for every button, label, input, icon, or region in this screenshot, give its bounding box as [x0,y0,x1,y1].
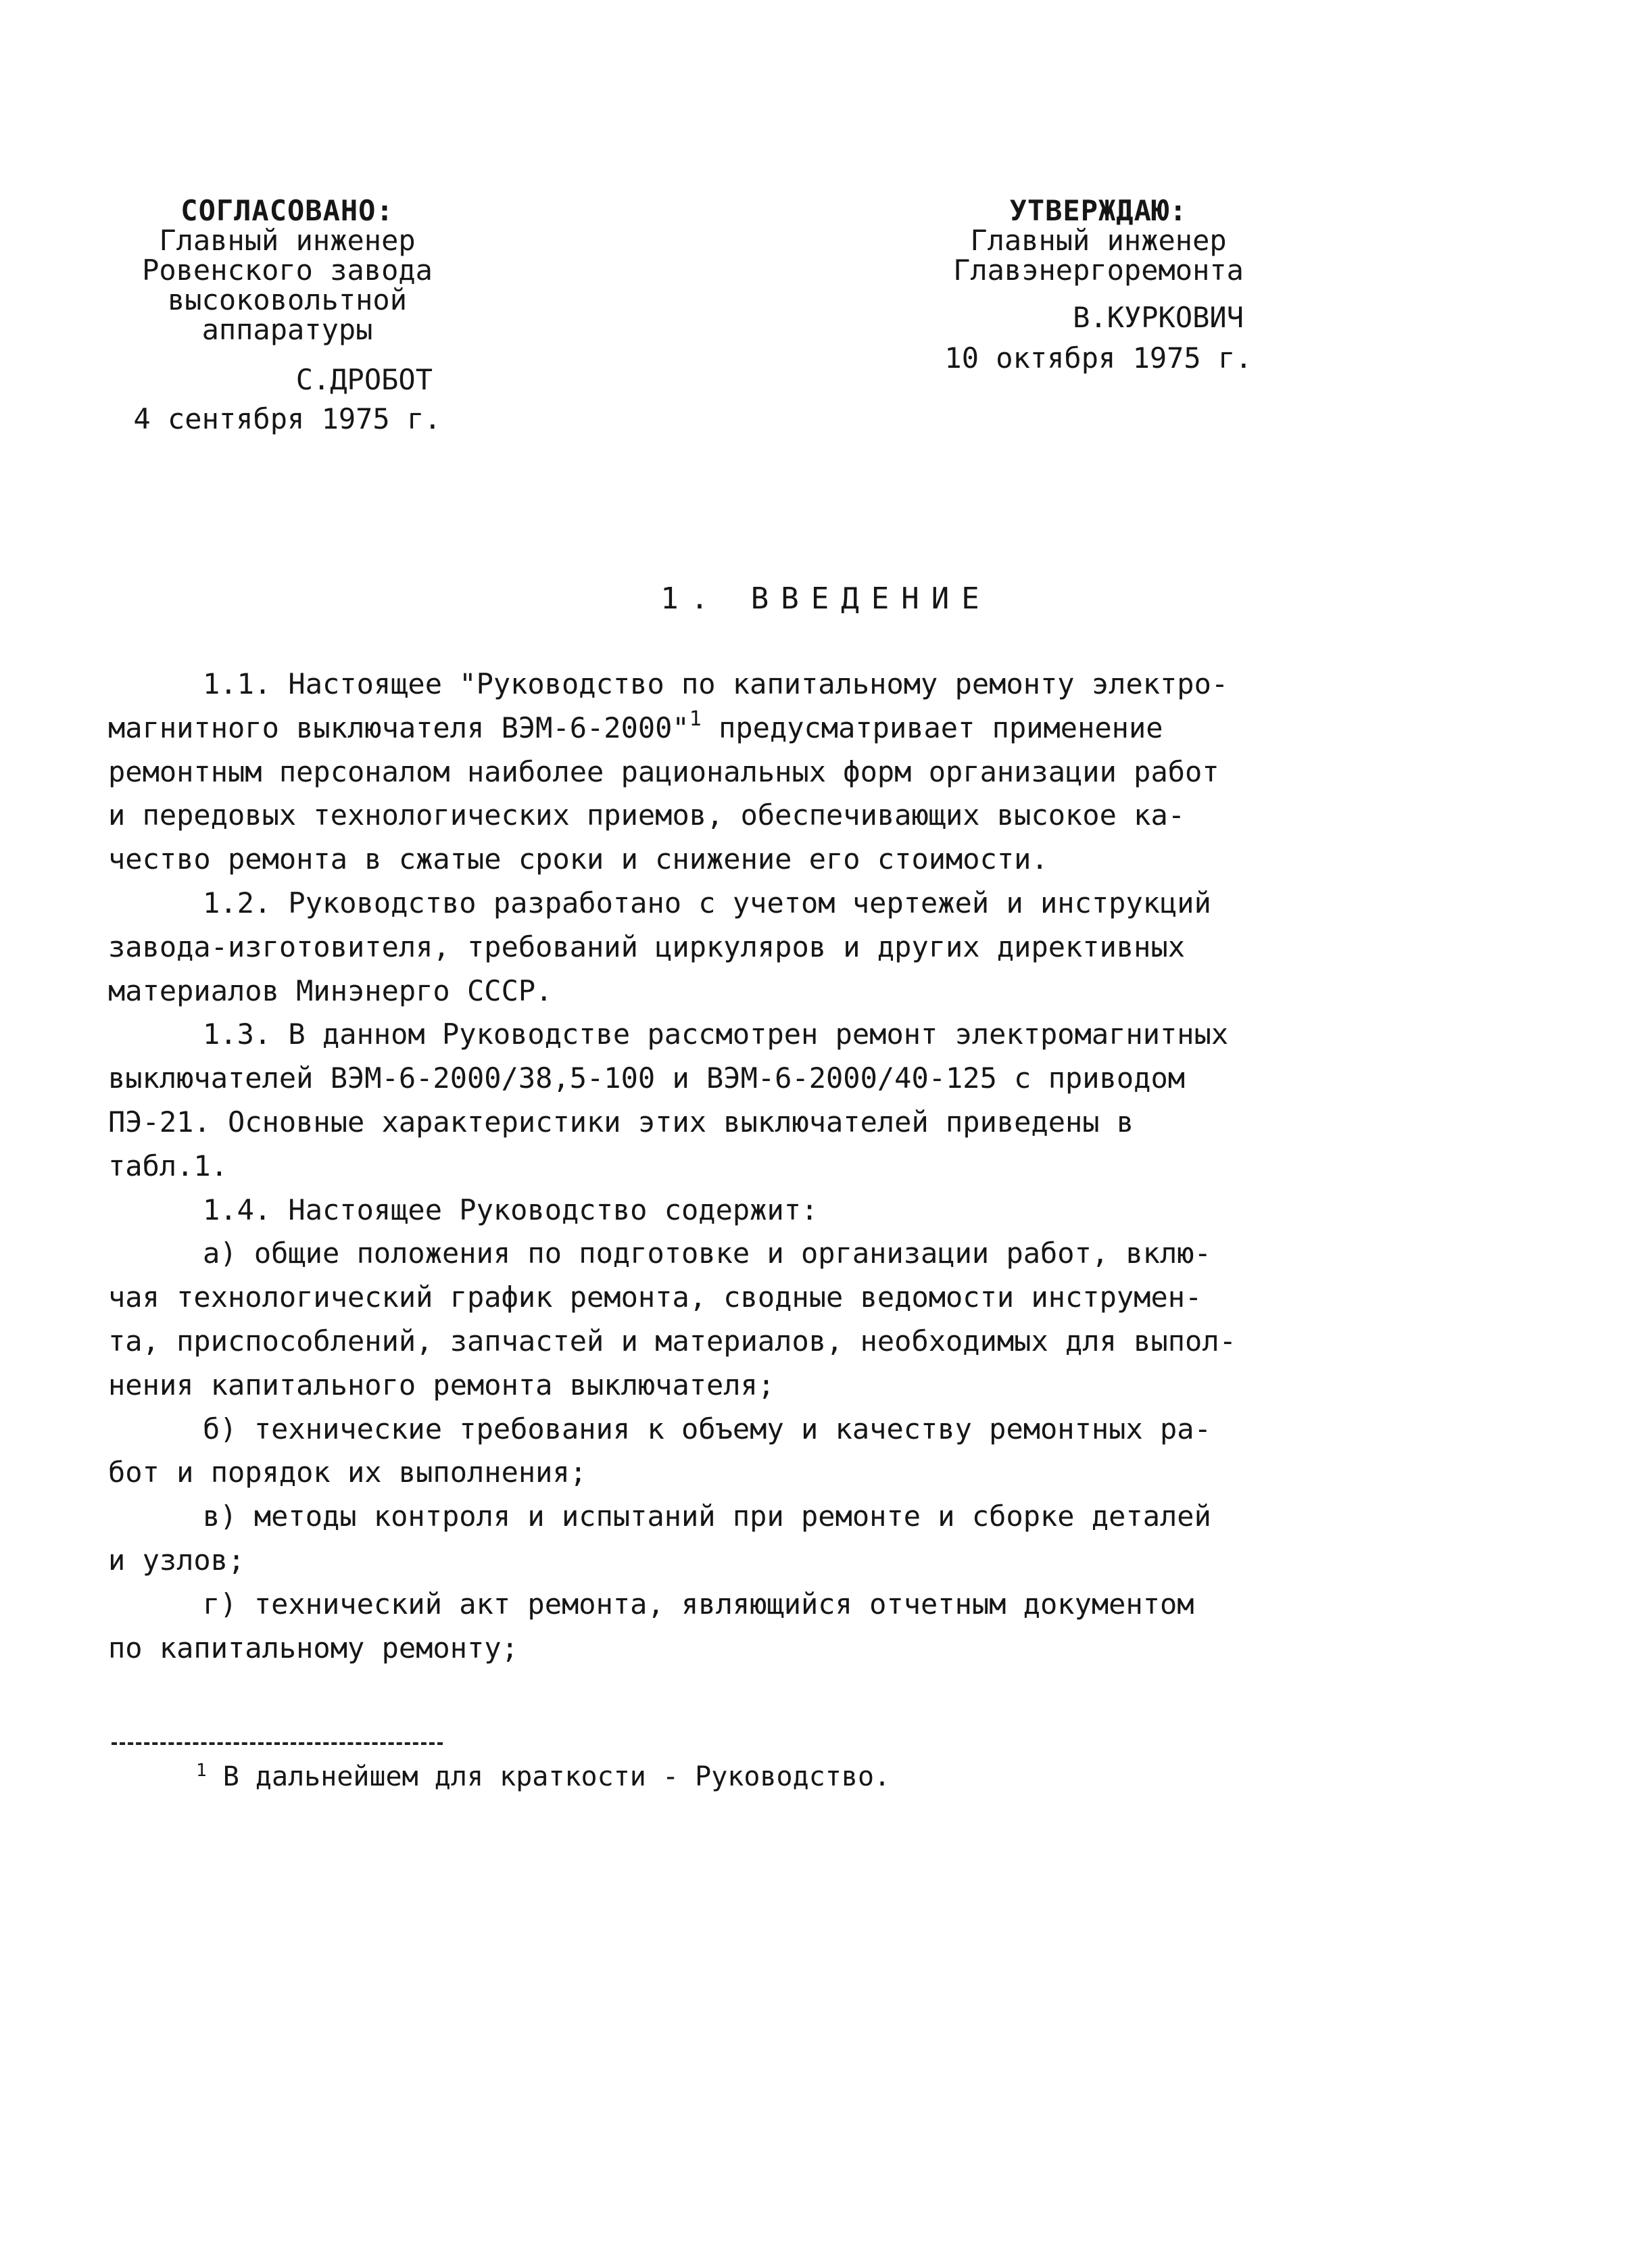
agreed-heading: СОГЛАСОВАНО: [180,194,394,227]
footnote-reference: 1 [689,707,702,731]
list-item-line: по капитальному ремонту; [108,1631,518,1665]
paragraph-line: чество ремонта в сжатые сроки и снижение его стоимости. [108,842,1048,876]
body-text [108,663,1298,1670]
agreed-signatory: С.ДРОБОТ [295,363,433,396]
paragraph-line [108,707,1298,750]
agreed-date: 4 сентября 1975 г. [133,402,441,435]
paragraph-line: табл.1. [108,1149,228,1182]
list-item-line: г) технический акт ремонта, являющийся отчетным документом [203,1587,1194,1621]
agreed-block [115,196,460,434]
list-item-line: чая технологический график ремонта, сводные ведомости инструмен- [108,1280,1202,1314]
paragraph-line-tail: предусматривает применение [701,711,1163,744]
agreed-line: аппаратуры [201,313,373,346]
agreed-line: Главный инженер [159,224,416,257]
list-item-line: бот и порядок их выполнения; [108,1456,587,1489]
agreed-line: Ровенского завода [142,254,433,287]
footnote-text: В дальнейшем для краткости - Руководство. [206,1761,891,1792]
footnote [196,1754,890,1793]
paragraph-line: ПЭ-21. Основные характеристики этих выключателей приведены в [108,1105,1134,1139]
footnote-mark: 1 [196,1761,207,1781]
list-item-line: б) технические требования к объему и качеству ремонтных ра- [203,1412,1211,1445]
list-item-line: та, приспособлений, запчастей и материалов, необходимых для выпол- [108,1324,1236,1358]
agreed-line: высоковольтной [167,283,407,316]
approved-date: 10 октября 1975 г. [944,341,1253,375]
paragraph-line: 1.2. Руководство разработано с учетом чертежей и инструкций [203,886,1211,919]
paragraph-line: материалов Минэнерго СССР. [108,974,553,1007]
approved-heading: УТВЕРЖДАЮ: [1009,194,1188,227]
list-item-line: нения капитального ремонта выключателя; [108,1368,775,1402]
list-item-line: а) общие положения по подготовке и организации работ, вклю- [203,1237,1211,1270]
approved-line: Главный инженер [970,224,1227,257]
list-item-line: в) методы контроля и испытаний при ремонте и сборке деталей [203,1500,1211,1533]
paragraph-line: завода-изготовителя, требований циркуляров и других директивных [108,930,1186,963]
approved-line: Главэнергоремонта [953,254,1244,287]
paragraph-line: ремонтным персоналом наиболее рациональных форм организации работ [108,755,1219,788]
paragraph-line-head: магнитного выключателя ВЭМ-6-2000" [108,711,689,744]
section-title: 1. ВВЕДЕНИЕ [660,581,992,616]
list-item-line: и узлов; [108,1543,245,1577]
paragraph-line: и передовых технологических приемов, обеспечивающих высокое ка- [108,798,1186,832]
paragraph-line: 1.4. Настоящее Руководство содержит: [203,1193,819,1226]
approved-signatory: В.КУРКОВИЧ [1073,301,1244,334]
footnote-divider [112,1742,443,1745]
paragraph-line: 1.3. В данном Руководстве рассмотрен ремонт электромагнитных [203,1018,1229,1051]
paragraph-line: 1.1. Настоящее "Руководство по капитальному ремонту электро- [203,667,1229,700]
paragraph-line: выключателей ВЭМ-6-2000/38,5-100 и ВЭМ-6-2000/40-125 с приводом [108,1061,1186,1095]
approved-block [933,196,1264,373]
